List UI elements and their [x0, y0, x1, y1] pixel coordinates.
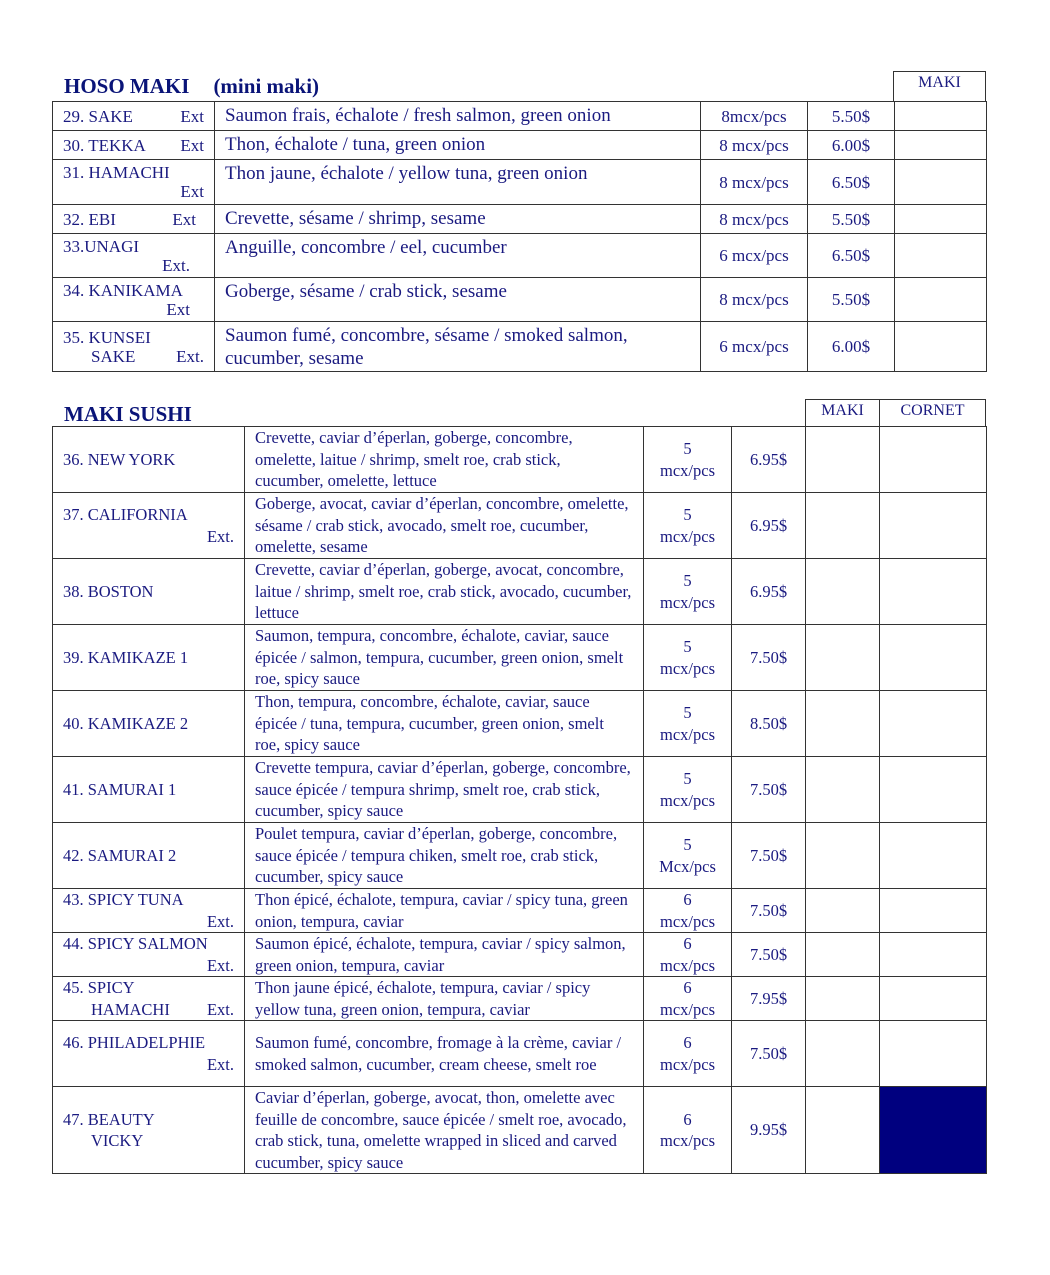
- item-price: 5.50$: [808, 205, 895, 234]
- item-quantity: 5 mcx/pcs: [644, 757, 732, 823]
- menu-row: [53, 559, 987, 625]
- item-description: Saumon, tempura, concombre, échalote, caviar, sauce épicée / salmon, tempura, cucumber, green onion, smelt roe, spicy sauce: [245, 625, 644, 691]
- item-price: 6.95$: [732, 493, 806, 559]
- order-cell-maki[interactable]: [806, 933, 880, 977]
- order-cell-cornet[interactable]: [880, 933, 987, 977]
- item-name-cell: 38. BOSTON: [53, 559, 245, 625]
- order-cell-maki[interactable]: [895, 322, 987, 372]
- item-quantity: 5 mcx/pcs: [644, 625, 732, 691]
- item-name-cell: 42. SAMURAI 2: [53, 823, 245, 889]
- item-description: Goberge, sésame / crab stick, sesame: [215, 278, 701, 322]
- item-name-cell: 41. SAMURAI 1: [53, 757, 245, 823]
- item-quantity: 8 mcx/pcs: [701, 278, 808, 322]
- item-description: Thon jaune, échalote / yellow tuna, green onion: [215, 160, 701, 205]
- order-cell-maki[interactable]: [895, 234, 987, 278]
- item-name-cell: 46. PHILADELPHIE Ext.: [53, 1021, 245, 1087]
- item-price: 7.50$: [732, 933, 806, 977]
- order-cell-cornet[interactable]: [880, 427, 987, 493]
- item-name-cell: 35. KUNSEI SAKE Ext.: [53, 322, 215, 372]
- item-price: 6.00$: [808, 322, 895, 372]
- order-cell-cornet[interactable]: [880, 691, 987, 757]
- item-price: 6.95$: [732, 559, 806, 625]
- item-price: 7.50$: [732, 823, 806, 889]
- unavailable-cornet-cell: [880, 1087, 987, 1174]
- item-quantity: 8 mcx/pcs: [701, 160, 808, 205]
- menu-row: [53, 757, 987, 823]
- item-description: Goberge, avocat, caviar d’éperlan, concombre, omelette, sésame / crab stick, avocado, smelt roe, cucumber, omelette, sesame: [245, 493, 644, 559]
- order-cell-maki[interactable]: [806, 691, 880, 757]
- item-name-cell: 34. KANIKAMA Ext: [53, 278, 215, 322]
- item-name-cell: 29. SAKE Ext: [53, 102, 215, 131]
- item-quantity: 8 mcx/pcs: [701, 131, 808, 160]
- item-price: 7.95$: [732, 977, 806, 1021]
- menu-row: [53, 131, 987, 160]
- order-cell-cornet[interactable]: [880, 757, 987, 823]
- item-quantity: 6 mcx/pcs: [701, 322, 808, 372]
- item-price: 5.50$: [808, 102, 895, 131]
- item-price: 7.50$: [732, 625, 806, 691]
- order-cell-cornet[interactable]: [880, 493, 987, 559]
- item-name-cell: 31. HAMACHI Ext: [53, 160, 215, 205]
- order-cell-maki[interactable]: [806, 977, 880, 1021]
- item-price: 6.50$: [808, 160, 895, 205]
- item-quantity: 6 mcx/pcs: [701, 234, 808, 278]
- menu-row: [53, 278, 987, 322]
- item-quantity: 5 mcx/pcs: [644, 427, 732, 493]
- item-price: 9.95$: [732, 1087, 806, 1174]
- item-quantity: 5 Mcx/pcs: [644, 823, 732, 889]
- item-quantity: 5 mcx/pcs: [644, 691, 732, 757]
- item-quantity: 6 mcx/pcs: [644, 889, 732, 933]
- menu-row: [53, 889, 987, 933]
- item-description: Saumon frais, échalote / fresh salmon, green onion: [215, 102, 701, 131]
- hoso-col-maki-header: MAKI: [893, 71, 986, 102]
- item-quantity: 5 mcx/pcs: [644, 493, 732, 559]
- item-name-cell: 47. BEAUTY VICKY: [53, 1087, 245, 1174]
- item-price: 6.00$: [808, 131, 895, 160]
- menu-row: [53, 205, 987, 234]
- menu-row: [53, 625, 987, 691]
- order-cell-maki[interactable]: [895, 205, 987, 234]
- hoso-maki-table: [52, 101, 987, 372]
- item-description: Caviar d’éperlan, goberge, avocat, thon, omelette avec feuille de concombre, sauce épicée / smelt roe, avocado, crab stick, tuna, omelette wrapped in sliced and carved cucumber, spicy sauce: [245, 1087, 644, 1174]
- order-cell-maki[interactable]: [806, 823, 880, 889]
- item-description: Crevette, sésame / shrimp, sesame: [215, 205, 701, 234]
- menu-row: [53, 933, 987, 977]
- item-price: 6.50$: [808, 234, 895, 278]
- menu-row: [53, 977, 987, 1021]
- menu-row: [53, 427, 987, 493]
- order-cell-maki[interactable]: [806, 427, 880, 493]
- maki-col-cornet-header: CORNET: [879, 399, 986, 427]
- item-quantity: 6 mcx/pcs: [644, 1021, 732, 1087]
- item-description: Saumon fumé, concombre, sésame / smoked salmon, cucumber, sesame: [215, 322, 701, 372]
- item-description: Crevette tempura, caviar d’éperlan, goberge, concombre, sauce épicée / tempura shrimp, smelt roe, crab stick, cucumber, spicy sauce: [245, 757, 644, 823]
- menu-row: [53, 823, 987, 889]
- item-name-cell: 37. CALIFORNIA Ext.: [53, 493, 245, 559]
- item-name-cell: 40. KAMIKAZE 2: [53, 691, 245, 757]
- item-name-cell: 30. TEKKA Ext: [53, 131, 215, 160]
- order-cell-cornet[interactable]: [880, 889, 987, 933]
- menu-row: [53, 102, 987, 131]
- item-price: 5.50$: [808, 278, 895, 322]
- menu-row: [53, 493, 987, 559]
- item-description: Thon, échalote / tuna, green onion: [215, 131, 701, 160]
- order-cell-maki[interactable]: [806, 889, 880, 933]
- menu-row: [53, 234, 987, 278]
- item-name-cell: 33.UNAGI Ext.: [53, 234, 215, 278]
- order-cell-maki[interactable]: [806, 1021, 880, 1087]
- maki-col-maki-header: MAKI: [805, 399, 880, 427]
- order-cell-maki[interactable]: [806, 493, 880, 559]
- order-cell-cornet[interactable]: [880, 977, 987, 1021]
- order-cell-cornet[interactable]: [880, 1021, 987, 1087]
- maki-sushi-table: [52, 426, 987, 1174]
- item-name-cell: 39. KAMIKAZE 1: [53, 625, 245, 691]
- item-description: Thon, tempura, concombre, échalote, caviar, sauce épicée / tuna, tempura, cucumber, green onion, smelt roe, spicy sauce: [245, 691, 644, 757]
- hoso-maki-title: [64, 74, 319, 99]
- order-cell-cornet[interactable]: [880, 625, 987, 691]
- menu-row: [53, 322, 987, 372]
- order-cell-maki[interactable]: [806, 1087, 880, 1174]
- item-description: Poulet tempura, caviar d’éperlan, goberge, concombre, sauce épicée / tempura chiken, smelt roe, crab stick, cucumber, spicy sauce: [245, 823, 644, 889]
- section-subtitle: (mini maki): [213, 74, 320, 98]
- item-quantity: 6 mcx/pcs: [644, 1087, 732, 1174]
- item-quantity: 6 mcx/pcs: [644, 933, 732, 977]
- item-name-cell: 44. SPICY SALMON Ext.: [53, 933, 245, 977]
- menu-row: [53, 1021, 987, 1087]
- item-quantity: 6 mcx/pcs: [644, 977, 732, 1021]
- menu-row: [53, 160, 987, 205]
- item-name-cell: 36. NEW YORK: [53, 427, 245, 493]
- menu-row: [53, 1087, 987, 1174]
- menu-row: [53, 691, 987, 757]
- item-description: Thon jaune épicé, échalote, tempura, caviar / spicy yellow tuna, green onion, tempura, caviar: [245, 977, 644, 1021]
- section-heading: HOSO MAKI: [64, 74, 190, 98]
- order-cell-maki[interactable]: [895, 160, 987, 205]
- item-price: 6.95$: [732, 427, 806, 493]
- order-cell-maki[interactable]: [895, 278, 987, 322]
- item-quantity: 8mcx/pcs: [701, 102, 808, 131]
- item-name-cell: 43. SPICY TUNA Ext.: [53, 889, 245, 933]
- item-price: 7.50$: [732, 757, 806, 823]
- item-description: Crevette, caviar d’éperlan, goberge, concombre, omelette, laitue / shrimp, smelt roe, crab stick, cucumber, omelette, lettuce: [245, 427, 644, 493]
- item-description: Thon épicé, échalote, tempura, caviar / spicy tuna, green onion, tempura, caviar: [245, 889, 644, 933]
- order-cell-cornet[interactable]: [880, 559, 987, 625]
- item-price: 7.50$: [732, 1021, 806, 1087]
- maki-sushi-title: MAKI SUSHI: [64, 402, 192, 426]
- item-name-cell: 32. EBI Ext: [53, 205, 215, 234]
- item-price: 7.50$: [732, 889, 806, 933]
- item-description: Crevette, caviar d’éperlan, goberge, avocat, concombre, laitue / shrimp, smelt roe, crab stick, avocado, cucumber, lettuce: [245, 559, 644, 625]
- item-quantity: 8 mcx/pcs: [701, 205, 808, 234]
- item-description: Saumon épicé, échalote, tempura, caviar / spicy salmon, green onion, tempura, caviar: [245, 933, 644, 977]
- order-cell-maki[interactable]: [806, 559, 880, 625]
- order-cell-maki[interactable]: [806, 625, 880, 691]
- item-description: Saumon fumé, concombre, fromage à la crème, caviar / smoked salmon, cucumber, cream cheese, smelt roe: [245, 1021, 644, 1087]
- order-cell-cornet[interactable]: [880, 823, 987, 889]
- item-description: Anguille, concombre / eel, cucumber: [215, 234, 701, 278]
- order-cell-maki[interactable]: [806, 757, 880, 823]
- order-cell-maki[interactable]: [895, 131, 987, 160]
- item-price: 8.50$: [732, 691, 806, 757]
- item-name-cell: 45. SPICY HAMACHI Ext.: [53, 977, 245, 1021]
- item-quantity: 5 mcx/pcs: [644, 559, 732, 625]
- order-cell-maki[interactable]: [895, 102, 987, 131]
